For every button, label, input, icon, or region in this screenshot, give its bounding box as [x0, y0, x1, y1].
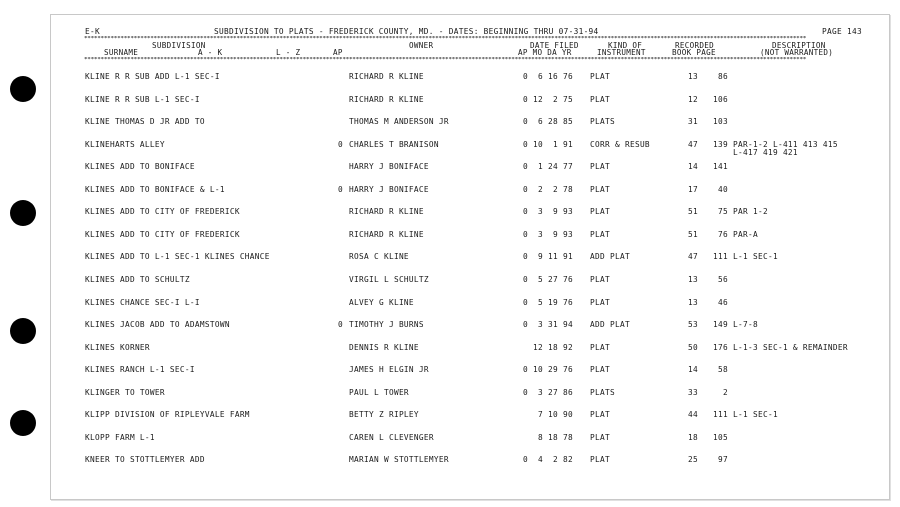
row-subdivision: KLINES ADD TO CITY OF FREDERICK	[85, 229, 240, 239]
row-date-filed: 0 3 9 93	[523, 229, 573, 239]
row-page: 149	[713, 320, 728, 330]
row-subdivision: KLINES KORNER	[85, 342, 150, 352]
row-book: 44	[688, 410, 698, 420]
row-owner: CAREN L CLEVENGER	[349, 432, 434, 442]
row-book: 18	[688, 432, 698, 442]
row-date-filed: 12 18 92	[523, 342, 573, 352]
row-subdivision: KLINES JACOB ADD TO ADAMSTOWN	[85, 320, 230, 330]
col-a-k: A - K	[198, 48, 223, 57]
row-book: 14	[688, 365, 698, 375]
row-date-filed: 0 2 2 78	[523, 184, 573, 194]
row-subdivision: KLINE R R SUB ADD L-1 SEC-I	[85, 72, 220, 81]
row-date-filed: 0 9 11 91	[523, 252, 573, 262]
row-subdivision: KLINES CHANCE SEC-I L-I	[85, 297, 200, 307]
col-recorded: RECORDED	[675, 41, 714, 50]
row-owner: RICHARD R KLINE	[349, 94, 424, 104]
row-page: 75	[718, 207, 728, 217]
row-instrument: PLAT	[590, 432, 610, 442]
row-book: 25	[688, 455, 698, 465]
row-instrument: PLAT	[590, 342, 610, 352]
row-page: 111	[713, 252, 728, 262]
row-subdivision: KLOPP FARM L-1	[85, 432, 155, 442]
row-instrument: PLATS	[590, 117, 615, 127]
col-owner: OWNER	[409, 41, 434, 50]
row-owner: TIMOTHY J BURNS	[349, 320, 424, 330]
row-owner: ALVEY G KLINE	[349, 297, 414, 307]
report-title: SUBDIVISION TO PLATS - FREDERICK COUNTY, MD. - DATES: BEGINNING THRU 07-31-94	[214, 27, 599, 36]
row-date-filed: 0 6 28 85	[523, 117, 573, 127]
row-page: 106	[713, 94, 728, 104]
row-book: 47	[688, 139, 698, 149]
row-instrument: ADD PLAT	[590, 252, 630, 262]
binder-hole	[10, 410, 36, 436]
row-page: 141	[713, 162, 728, 172]
row-date-filed: 0 10 1 91	[523, 139, 573, 149]
col-kind-of: KIND OF	[608, 41, 643, 50]
row-description: L-1 SEC-1	[733, 410, 778, 420]
row-page: 103	[713, 117, 728, 127]
row-instrument: PLAT	[590, 365, 610, 375]
row-book: 14	[688, 162, 698, 172]
row-subdivision: KLINES ADD TO BONIFACE	[85, 162, 195, 172]
row-page: 176	[713, 342, 728, 352]
col-l-z: L - Z	[276, 48, 301, 57]
row-date-filed: 0 6 16 76	[523, 72, 573, 81]
row-page: 97	[718, 455, 728, 465]
row-subdivision: KLINES ADD TO SCHULTZ	[85, 274, 190, 284]
col-ap-mo-da-yr: AP MO DA YR	[518, 48, 572, 57]
row-instrument: CORR & RESUB	[590, 139, 650, 149]
row-owner: RICHARD R KLINE	[349, 229, 424, 239]
row-owner: THOMAS M ANDERSON JR	[349, 117, 449, 127]
binder-hole	[10, 318, 36, 344]
row-owner: CHARLES T BRANISON	[349, 139, 439, 149]
row-ap: 0	[338, 184, 343, 194]
row-instrument: ADD PLAT	[590, 320, 630, 330]
row-date-filed: 0 3 27 86	[523, 387, 573, 397]
row-book: 33	[688, 387, 698, 397]
row-book: 13	[688, 297, 698, 307]
row-book: 51	[688, 207, 698, 217]
row-page: 58	[718, 365, 728, 375]
row-description: L-7-8	[733, 320, 758, 330]
col-subdivision: SUBDIVISION	[152, 41, 206, 50]
binder-hole	[10, 200, 36, 226]
row-page: 111	[713, 410, 728, 420]
row-date-filed: 0 3 9 93	[523, 207, 573, 217]
row-page: 40	[718, 184, 728, 194]
row-instrument: PLAT	[590, 162, 610, 172]
row-subdivision: KLINES RANCH L-1 SEC-I	[85, 365, 195, 375]
row-subdivision: KLINES ADD TO L-1 SEC-1 KLINES CHANCE	[85, 252, 270, 262]
row-date-filed: 0 4 2 82	[523, 455, 573, 465]
row-page: 46	[718, 297, 728, 307]
row-subdivision: KLINE R R SUB L-1 SEC-I	[85, 94, 200, 104]
row-book: 12	[688, 94, 698, 104]
row-owner: DENNIS R KLINE	[349, 342, 419, 352]
star-rule-top: **************************************************************************************************************************************************************************************************************************	[84, 36, 807, 42]
row-subdivision: KLINES ADD TO BONIFACE & L-1	[85, 184, 225, 194]
row-book: 13	[688, 274, 698, 284]
report-code: E-K	[85, 27, 100, 36]
row-date-filed: 0 10 29 76	[523, 365, 573, 375]
row-owner: RICHARD R KLINE	[349, 207, 424, 217]
row-owner: HARRY J BONIFACE	[349, 162, 429, 172]
row-owner: RICHARD R KLINE	[349, 72, 424, 81]
row-book: 31	[688, 117, 698, 127]
row-owner: PAUL L TOWER	[349, 387, 409, 397]
row-owner: HARRY J BONIFACE	[349, 184, 429, 194]
row-instrument: PLAT	[590, 297, 610, 307]
row-page: 105	[713, 432, 728, 442]
row-date-filed: 0 5 19 76	[523, 297, 573, 307]
row-description-cont: L-417 419 421	[733, 147, 798, 157]
row-instrument: PLATS	[590, 387, 615, 397]
row-date-filed: 0 3 31 94	[523, 320, 573, 330]
row-description: PAR-1-2 L-411 413 415	[733, 139, 838, 149]
row-subdivision: KLINGER TO TOWER	[85, 387, 165, 397]
row-subdivision: KLINEHARTS ALLEY	[85, 139, 165, 149]
row-date-filed: 7 10 90	[523, 410, 573, 420]
row-page: 2	[723, 387, 728, 397]
col-book-page: BOOK PAGE	[672, 48, 716, 57]
row-book: 53	[688, 320, 698, 330]
row-owner: VIRGIL L SCHULTZ	[349, 274, 429, 284]
row-description: PAR 1-2	[733, 207, 768, 217]
row-instrument: PLAT	[590, 207, 610, 217]
row-date-filed: 0 1 24 77	[523, 162, 573, 172]
col-date-filed: DATE FILED	[530, 41, 579, 50]
row-date-filed: 0 12 2 75	[523, 94, 573, 104]
col-ap: AP	[333, 48, 343, 57]
col-not-warranted: (NOT WARRANTED)	[760, 48, 834, 57]
row-book: 51	[688, 229, 698, 239]
row-date-filed: 8 18 78	[523, 432, 573, 442]
row-ap: 0	[338, 320, 343, 330]
row-instrument: PLAT	[590, 410, 610, 420]
row-description: L-1-3 SEC-1 & REMAINDER	[733, 342, 848, 352]
star-rule-header: **************************************************************************************************************************************************************************************************************************	[84, 57, 807, 63]
row-owner: ROSA C KLINE	[349, 252, 409, 262]
row-instrument: PLAT	[590, 274, 610, 284]
row-page: 56	[718, 274, 728, 284]
row-book: 47	[688, 252, 698, 262]
row-subdivision: KLINE THOMAS D JR ADD TO	[85, 117, 205, 127]
row-page: 86	[718, 72, 728, 81]
row-ap: 0	[338, 139, 343, 149]
row-owner: BETTY Z RIPLEY	[349, 410, 419, 420]
row-instrument: PLAT	[590, 229, 610, 239]
row-subdivision: KNEER TO STOTTLEMYER ADD	[85, 455, 205, 465]
row-subdivision: KLINES ADD TO CITY OF FREDERICK	[85, 207, 240, 217]
row-book: 13	[688, 72, 698, 81]
row-instrument: PLAT	[590, 72, 610, 81]
row-book: 50	[688, 342, 698, 352]
row-description: PAR-A	[733, 229, 758, 239]
col-instrument: INSTRUMENT	[597, 48, 646, 57]
row-instrument: PLAT	[590, 94, 610, 104]
row-description: L-1 SEC-1	[733, 252, 778, 262]
row-page: 76	[718, 229, 728, 239]
row-owner: MARIAN W STOTTLEMYER	[349, 455, 449, 465]
row-page: 139	[713, 139, 728, 149]
row-book: 17	[688, 184, 698, 194]
row-date-filed: 0 5 27 76	[523, 274, 573, 284]
row-instrument: PLAT	[590, 184, 610, 194]
col-surname: SURNAME	[104, 48, 139, 57]
page-number: PAGE 143	[822, 27, 862, 36]
row-instrument: PLAT	[590, 455, 610, 465]
row-owner: JAMES H ELGIN JR	[349, 365, 429, 375]
row-subdivision: KLIPP DIVISION OF RIPLEYVALE FARM	[85, 410, 250, 420]
col-description: DESCRIPTION	[772, 41, 826, 50]
binder-hole	[10, 76, 36, 102]
